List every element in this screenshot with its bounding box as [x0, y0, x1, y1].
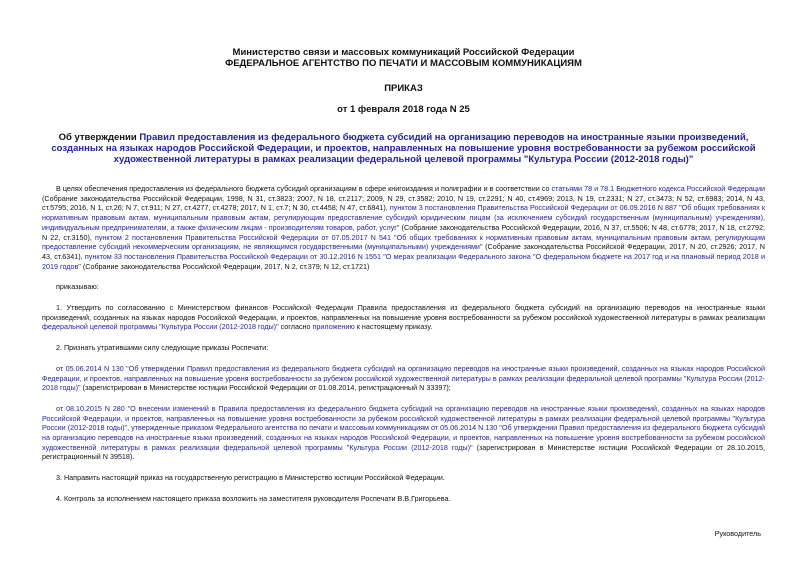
preamble-text-1: В целях обеспечения предоставления из федерального бюджета субсидий организациям в сфере книгоиздания и полиграфии и в соответствии со — [56, 184, 552, 193]
preamble-text-2: (Собрание законодательства Российской Федерации, 1998, N 31, ст.3823; 2007, N 18, ст.2117; 2009, N 29, ст.3582; 2010, N 19, ст.2291; N 40, ст.4969; 2013, N 19, ст.2331; N 27, ст.3473; N 52, ст.6983; 2014, N 43, ст.5795; 2016, N 1, ст.26; N 7, ст.911; N 27, ст.4277, ст.4278; 2017, N 1, ст.7; N 30, ст.4458; N 47, ст.6841), — [42, 193, 765, 213]
preamble-text-3: (Собрание законодательства Российской Федерации, 2016, N 37, ст.5506; N 48, ст.6778; 2017, N 18, ст.2792; N 22, ст.3150), — [42, 222, 766, 242]
item-1-text-1: 1. Утвердить по согласованию с Министерством финансов Российской Федерации Правила предоставления из федерального бюджета субсидий на организацию переводов на иностранные языки произведений, созданных на языках народов Российской Федерации, и проектов, направленных на повышение уровня востребованности за рубежом российской художественной литературы в рамках реализации — [42, 303, 765, 322]
document-body — [42, 184, 765, 504]
item-1-text-2: согласно — [278, 322, 313, 332]
item-3-paragraph: 3. Направить настоящий приказ на государственную регистрацию в Министерство юстиции Российской Федерации. — [56, 473, 445, 483]
item-1-text-3: к настоящему приказу. — [354, 322, 433, 332]
subject-prefix: Об утверждении — [58, 132, 140, 143]
repeal-1-text: (зарегистрирован в Министерстве юстиции Российской Федерации от 01.08.2014, регистрационный N 33397); — [80, 383, 451, 393]
signature-title: Руководитель — [714, 529, 761, 538]
target-program-link[interactable]: федеральной целевой программы "Культура России (2012-2018 годы)" — [42, 322, 279, 332]
resolution-541-link[interactable]: пунктом 2 постановления Правительства Российской Федерации от 07.05.2017 N 541 "Об общих требованиях к нормативным правовым актам, муниципальным правовым актам, регулирующим предоставление субсидий некоммерческим организациям, не являющимся государственными (муниципальными) учреждениями" — [42, 232, 766, 252]
document-subject — [46, 132, 761, 165]
budget-code-link[interactable]: статьями 78 и 78.1 Бюджетного кодекса Российской Федерации — [551, 184, 765, 193]
appendix-link[interactable]: приложению — [312, 322, 355, 332]
preamble-paragraph — [42, 184, 765, 271]
order-280-link[interactable]: от 08.10.2015 N 280 "О внесении изменений в Правила предоставления из федерального бюджета субсидий на организацию переводов на иностранные языки произведений, созданных на языках народов Российской Федерации, и проектов, направленных на повышение уровня востребованности за рубежом российской художественной литературы в рамках реализации федеральной целевой программы "Культура России (2012-2018 годы)", утвержденные приказом Федерального агентства по печати и массовым коммуникациям от 05.06.2014 N 130 "Об утверждении Правил предоставления из федерального бюджета субсидий на организацию переводов на иностранные языки произведений, созданных на языках народов Российской Федерации, и проектов, направленных на повышение уровня востребованности за рубежом российской художественной литературы в рамках реализации федеральной целевой программы "Культура России (2012-2018 годы)" — [42, 403, 765, 452]
order-130-link[interactable]: от 05.06.2014 N 130 "Об утверждении Правил предоставления из федерального бюджета субсидий на организацию переводов на иностранные языки произведений, созданных на языках народов Российской Федерации, и проектов, направленных на повышение уровня востребованности за рубежом российской художественной литературы в рамках реализации федеральной целевой программы "Культура России (2012-2018 годы)" — [42, 363, 765, 393]
resolution-1551-link[interactable]: пунктом 33 постановления Правительства Российской Федерации от 30.12.2016 N 1551 "О мерах реализации Федерального закона "О федеральном бюджете на 2017 год и на плановый период 2018 и 2019 годов" — [42, 251, 765, 271]
preamble-text-4: (Собрание законодательства Российской Федерации, 2017, N 20, ст.2926; 2017, N 43, ст.6341), — [42, 242, 765, 261]
repeal-1-paragraph — [42, 364, 765, 393]
order-word: приказываю: — [56, 282, 99, 292]
subject-rules-link[interactable]: Правил предоставления из федерального бюджета субсидий на организацию переводов на иностранные языки произведений, созданных на языках народов Российской Федерации, и проектов, направленных на повышение уровня востребованности за рубежом российской художественной литературы в рамках реализации федеральной целевой программы "Культура России (2012-2018 годы)" — [51, 132, 756, 165]
document-type: ПРИКАЗ — [384, 83, 423, 94]
document-date-number: от 1 февраля 2018 года N 25 — [337, 104, 470, 115]
item-4-paragraph: 4. Контроль за исполнением настоящего приказа возложить на заместителя руководителя Роспечати В.В.Григорьева. — [56, 493, 451, 503]
resolution-887-link[interactable]: пунктом 3 постановления Правительства Российской Федерации от 06.09.2016 N 887 "Об общих требованиях к нормативным правовым актам, муниципальным правовым актам, регулирующим предоставление субсидий юридическим лицам (за исключением субсидий государственным (муниципальным) учреждениям), индивидуальным предпринимателям, а также физическим лицам - производителям товаров, работ, услуг" — [42, 203, 766, 232]
agency-name: ФЕДЕРАЛЬНОЕ АГЕНТСТВО ПО ПЕЧАТИ И МАССОВЫМ КОММУНИКАЦИЯМ — [225, 58, 582, 69]
ministry-name: Министерство связи и массовых коммуникаций Российской Федерации — [232, 47, 575, 58]
repeal-2-paragraph — [42, 404, 765, 462]
item-2-paragraph: 2. Признать утратившими силу следующие приказы Роспечати: — [56, 343, 269, 353]
preamble-text-5: (Собрание законодательства Российской Федерации, 2017, N 2, ст.379; N 12, ст.1721) — [80, 261, 370, 271]
item-1-paragraph — [42, 303, 765, 332]
repeal-2-text: (зарегистрирован в Министерстве юстиции Российской Федерации от 28.10.2015, регистрационный N 39518). — [42, 442, 765, 462]
